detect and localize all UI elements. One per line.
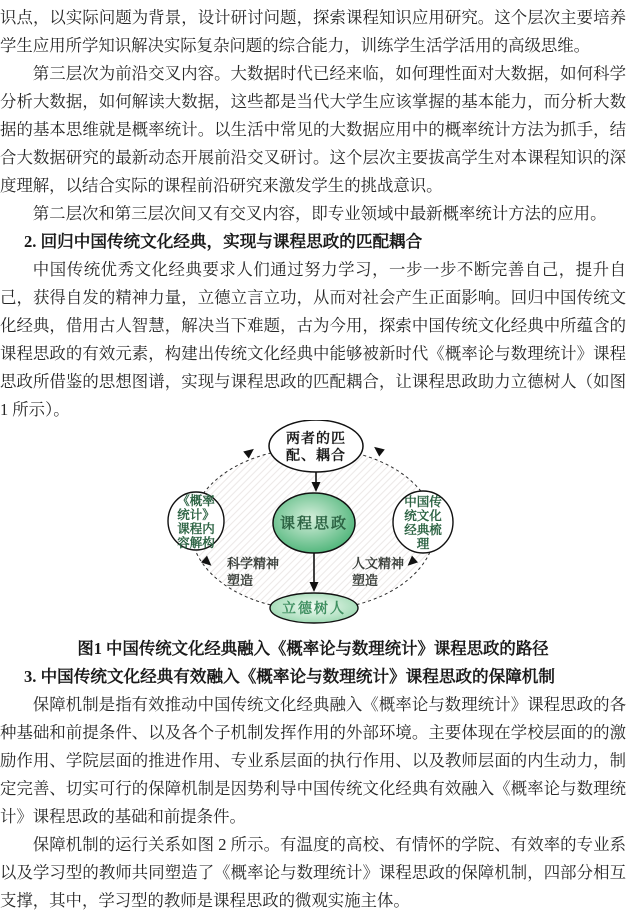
node-right-label-line2: 统文化	[404, 509, 442, 523]
paragraph-third-level: 第三层次为前沿交叉内容。大数据时代已经来临，如何理性面对大数据，如何科学分析大数据，如何解读大数据，这些都是当代大学生应该掌握的基本能力，而分析大数据的基本思维就是概率统计。以生活中常见的大数据应用中的概率统计方法为抓手，结合大数据研究的最新动态开展前沿交叉研讨。这个层次主要拔高学生对本课程知识的深度理解，以结合实际的课程前沿研究来激发学生的挑战意识。	[0, 64, 626, 195]
diagram-svg	[0, 420, 626, 635]
edge-label-science-line1: 科学精神	[227, 556, 280, 571]
arrowhead-right-to-top-icon	[371, 443, 384, 456]
paragraph-operation-relation: 保障机制的运行关系如图 2 所示。有温度的高校、有情怀的学院、有效率的专业系以及学习型的教师共同塑造了《概率论与数理统计》课程思政的保障机制，四部分相互支撑，其中，学习型的教师是课程思政的微观实施主体。	[0, 835, 626, 910]
node-left-label-line4: 容解构	[177, 536, 215, 550]
arrowhead-left-to-top-icon	[243, 445, 256, 458]
paragraph-culture: 中国传统优秀文化经典要求人们通过努力学习，一步一步不断完善自己，提升自己，获得自发的精神力量，立德立言立功，从而对社会产生正面影响。回归中国传统文化经典，借用古人智慧，解决当下难题，古为今用，探索中国传统文化经典中所蕴含的课程思政的有效元素，构建出传统文化经典中能够被新时代《概率论与数理统计》课程思政所借鉴的思想图谱，实现与课程思政的匹配耦合，让课程思政助力立德树人（如图 1 所示）。	[0, 260, 626, 419]
node-left-label-line1: 《概率	[177, 494, 215, 508]
paragraph-cross-content: 第二层次和第三层次间又有交叉内容，即专业领域中最新概率统计方法的应用。	[32, 204, 607, 223]
node-bottom-label: 立德树人	[282, 602, 346, 617]
figure-1-diagram	[0, 420, 626, 635]
node-center-label: 课程思政	[279, 516, 349, 532]
figure-caption: 图1 中国传统文化经典融入《概率论与数理统计》课程思政的路径	[77, 639, 549, 658]
paragraph-guarantee-mechanism: 保障机制是指有效推动中国传统文化经典融入《概率论与数理统计》课程思政的各种基础和前提条件、以及各个子机制发挥作用的外部环境。主要体现在学校层面的的激励作用、学院层面的推进作用、专业系层面的执行作用、以及教师层面的内生动力，制定完善、切实可行的保障机制是因势利导中国传统文化经典有效融入《概率论与数理统计》课程思政的基础和前提条件。	[0, 695, 626, 826]
edge-label-humanity-line1: 人文精神	[352, 556, 405, 571]
node-right-label-line3: 经典梳	[404, 523, 442, 537]
node-left-label-line3: 课程内	[177, 522, 215, 536]
section-heading-3: 3. 中国传统文化经典有效融入《概率论与数理统计》课程思政的保障机制	[24, 667, 555, 686]
paragraph-continued: 识点，以实际问题为背景，设计研讨问题，探索课程知识应用研究。这个层次主要培养学生应用所学知识解决实际复杂问题的综合能力，训练学生活学活用的高级思维。	[0, 8, 626, 55]
edge-label-science-line2: 塑造	[227, 573, 254, 588]
section-heading-2: 2. 回归中国传统文化经典，实现与课程思政的匹配耦合	[24, 232, 423, 251]
node-left-label-line2: 统计》	[177, 508, 215, 522]
node-right-label-line1: 中国传	[404, 495, 442, 509]
edge-label-humanity-line2: 塑造	[352, 573, 379, 588]
node-top-label-line2: 配、耦合	[286, 449, 346, 464]
node-top-label-line1: 两者的匹	[286, 432, 346, 447]
node-right-label-line4: 理	[416, 537, 430, 551]
